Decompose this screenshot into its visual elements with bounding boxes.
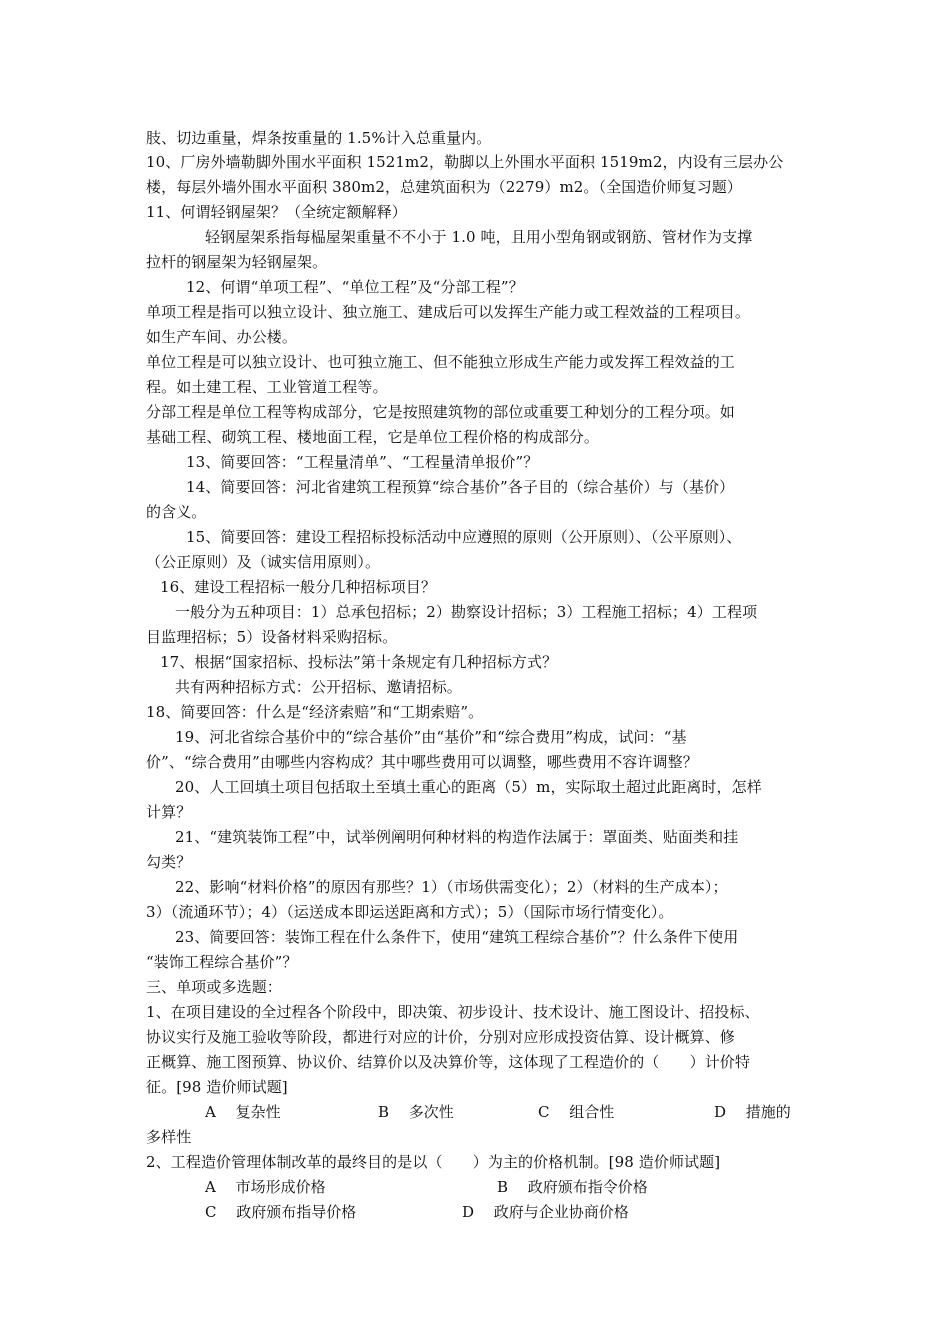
text-line: 楼，每层外墙外围水平面积 380m2，总建筑面积为（2279）m2。（全国造价师复习题） — [146, 178, 743, 196]
text-line: 分部工程是单位工程等构成部分，它是按照建筑物的部位或重要工种划分的工程分项。如 — [146, 403, 735, 421]
text-line: 共有两种招标方式：公开招标、邀请招标。 — [175, 678, 462, 696]
text-line: 征。[98 造价师试题] — [146, 1078, 288, 1096]
q1-option-d-continued: 多样性 — [146, 1128, 192, 1146]
text-line: 单位工程是可以独立设计、也可独立施工、但不能独立形成生产能力或发挥工程效益的工 — [146, 353, 735, 371]
text-line: 轻钢屋架系指每榀屋架重量不不小于 1.0 吨，且用小型角钢或钢筋、管材作为支撑 — [205, 228, 753, 246]
text-line: 15、简要回答：建设工程招标投标活动中应遵照的原则（公开原则）、（公平原则）、 — [186, 528, 742, 546]
text-line: 如生产车间、办公楼。 — [146, 328, 298, 346]
text-line: 12、何谓“单项工程”、“单位工程”及“分部工程”？ — [186, 278, 524, 296]
q2-stem: 2、工程造价管理体制改革的最终目的是以（ ）为主的价格机制。[98 造价师试题] — [146, 1153, 721, 1171]
text-line: （公正原则）及（诚实信用原则）。 — [146, 553, 381, 571]
text-line: 20、人工回填土项目包括取土至填土重心的距离（5）m，实际取土超过此距离时，怎样 — [175, 778, 762, 796]
q1-option-b: B 多次性 — [378, 1103, 454, 1121]
text-line: 23、简要回答：装饰工程在什么条件下，使用“建筑工程综合基价”？什么条件下使用 — [175, 928, 739, 946]
q2-option-c: C 政府颁布指导价格 — [205, 1203, 357, 1221]
text-line: 13、简要回答：“工程量清单”、“工程量清单报价”？ — [186, 453, 539, 471]
text-line: 10、厂房外墙勒脚外围水平面积 1521m2，勒脚以上外围水平面积 1519m2，内设有三层办公 — [146, 153, 784, 171]
text-line: 计算？ — [146, 803, 192, 821]
text-line: 正概算、施工图预算、协议价、结算价以及决算价等，这体现了工程造价的（ ）计价特 — [146, 1053, 751, 1071]
text-line: 程。如土建工程、工业管道工程等。 — [146, 378, 388, 396]
q1-option-a: A 复杂性 — [205, 1103, 281, 1121]
text-line: “装饰工程综合基价”？ — [146, 953, 298, 971]
text-line: 11、何谓轻钢屋架？（全统定额解释） — [146, 203, 407, 221]
q2-option-d: D 政府与企业协商价格 — [462, 1203, 629, 1221]
text-line: 价”、“综合费用”由哪些内容构成？其中哪些费用可以调整，哪些费用不容许调整？ — [146, 753, 698, 771]
q1-option-d: D 措施的 — [714, 1103, 791, 1121]
text-line: 16、建设工程招标一般分几种招标项目？ — [160, 578, 436, 596]
text-line: 单项工程是指可以独立设计、独立施工、建成后可以发挥生产能力或工程效益的工程项目。 — [146, 303, 751, 321]
text-line: 17、根据“国家招标、投标法”第十条规定有几种招标方式？ — [160, 653, 558, 671]
section-heading: 三、单项或多选题： — [146, 978, 282, 996]
text-line: 肢、切边重量，焊条按重量的 1.5%计入总重量内。 — [146, 129, 492, 147]
q1-option-c: C 组合性 — [538, 1103, 615, 1121]
text-line: 一般分为五种项目：1）总承包招标；2）勘察设计招标；3）工程施工招标；4）工程项 — [175, 603, 758, 621]
q2-option-a: A 市场形成价格 — [205, 1178, 326, 1196]
text-line: 勾类？ — [146, 853, 192, 871]
text-line: 目监理招标；5）设备材料采购招标。 — [146, 628, 398, 646]
text-line: 协议实行及施工验收等阶段，都进行对应的计价，分别对应形成投资估算、设计概算、修 — [146, 1028, 735, 1046]
text-line: 19、河北省综合基价中的“综合基价”由“基价”和“综合费用”构成，试问：“基 — [175, 728, 687, 746]
text-line: 14、简要回答：河北省建筑工程预算“综合基价”各子目的（综合基价）与（基价） — [186, 478, 735, 496]
text-line: 3）（流通环节）；4）（运送成本即运送距离和方式）；5）（国际市场行情变化）。 — [146, 903, 674, 921]
text-line: 1、在项目建设的全过程各个阶段中，即决策、初步设计、技术设计、施工图设计、招投标、 — [146, 1003, 760, 1021]
text-line: 基础工程、砌筑工程、楼地面工程，它是单位工程价格的构成部分。 — [146, 428, 600, 446]
text-line: 的含义。 — [146, 503, 207, 521]
text-line: 22、影响“材料价格”的原因有那些？1）（市场供需变化）；2）（材料的生产成本）； — [175, 878, 728, 896]
q2-option-b: B 政府颁布指令价格 — [497, 1178, 648, 1196]
text-line: 18、简要回答：什么是“经济索赔”和“工期索赔”。 — [146, 703, 484, 721]
text-line: 21、“建筑装饰工程”中，试举例阐明何种材料的构造作法属于：罩面类、贴面类和挂 — [175, 828, 739, 846]
text-line: 拉杆的钢屋架为轻钢屋架。 — [146, 253, 328, 271]
